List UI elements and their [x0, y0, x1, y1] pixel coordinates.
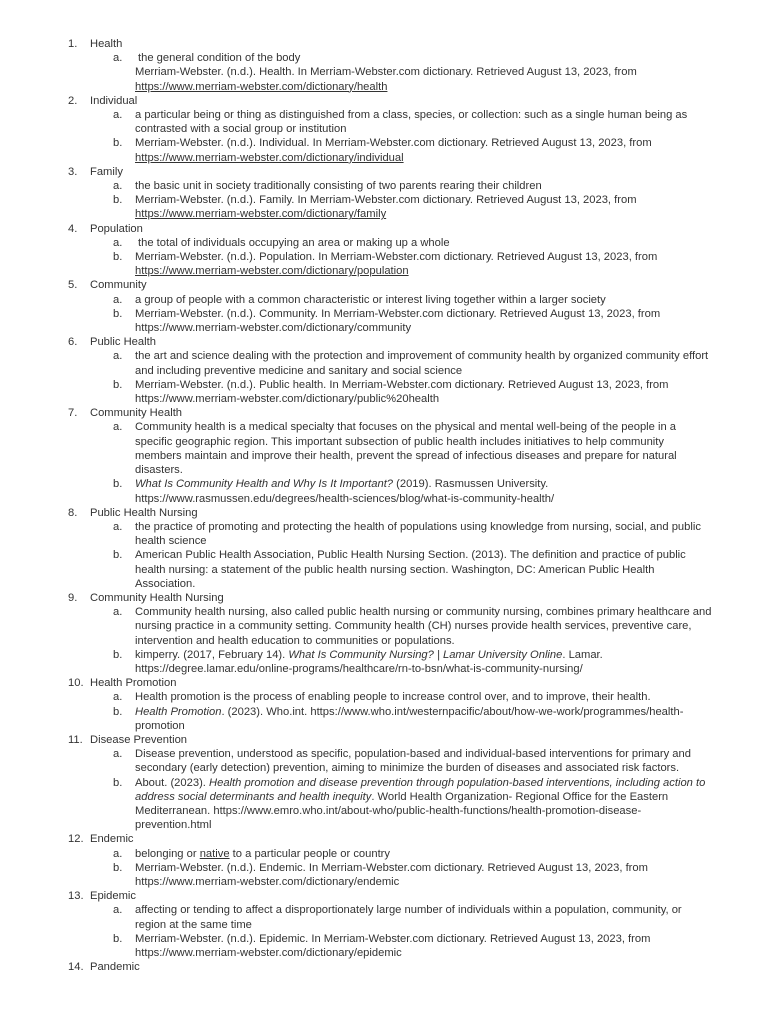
sub-item-text — [135, 605, 712, 648]
citation — [0, 648, 768, 676]
list-item — [0, 278, 768, 292]
text-run: Merriam-Webster. (n.d.). Family. In Merriam-Webster.com dictionary. Retrieved August 13, 2023, from — [135, 194, 637, 207]
sub-item-text — [135, 250, 712, 278]
list-item — [0, 733, 768, 747]
citation — [0, 705, 768, 733]
text-run: About. (2023). — [135, 776, 210, 789]
definition — [0, 236, 768, 250]
definition — [0, 51, 768, 65]
sub-item-text — [135, 477, 712, 505]
sub-item-text — [135, 776, 712, 833]
text-run: Health promotion is the process of enabling people to increase control over, and to improve, their health. — [135, 691, 651, 704]
definition — [0, 108, 768, 136]
link[interactable]: https://www.merriam-webster.com/dictionary/family — [135, 208, 387, 221]
sub-item-text — [135, 705, 712, 733]
definition — [0, 747, 768, 775]
list-item — [0, 676, 768, 690]
term-title: Individual — [90, 94, 138, 107]
list-item — [0, 960, 768, 974]
sub-item-letter: b. — [113, 861, 123, 874]
link[interactable]: https://www.merriam-webster.com/dictionary/population — [135, 265, 409, 278]
definition — [0, 420, 768, 477]
sub-item-text — [135, 179, 712, 193]
text-run: a group of people with a common characteristic or interest living together within a larger society — [135, 293, 606, 306]
italic-title: What Is Community Health and Why Is It Important? — [135, 478, 394, 491]
text-run: Merriam-Webster. (n.d.). Epidemic. In Merriam-Webster.com dictionary. Retrieved August 13, 2023, from https://www.merriam-webster.com/dictionary/epidemic — [135, 932, 651, 959]
sub-item-text — [135, 861, 712, 889]
sub-item-letter: b. — [113, 549, 123, 562]
sub-item-text — [135, 847, 712, 861]
link[interactable]: https://www.merriam-webster.com/dictionary/individual — [135, 151, 404, 164]
citation — [0, 932, 768, 960]
list-item — [0, 94, 768, 108]
list-item — [0, 591, 768, 605]
sub-item-letter: b. — [113, 478, 123, 491]
item-number: 11. — [68, 733, 83, 746]
term-title: Community Health — [90, 407, 183, 420]
definition — [0, 349, 768, 377]
sub-item-letter: a. — [113, 180, 123, 193]
sub-item-letter: b. — [113, 137, 123, 150]
list-item — [0, 889, 768, 903]
text-run: the practice of promoting and protecting the health of populations using knowledge from nursing, social, and public health science — [135, 520, 701, 548]
citation — [0, 250, 768, 278]
item-number: 12. — [68, 833, 84, 846]
sub-item-text — [135, 378, 712, 406]
sub-item-text — [135, 307, 712, 335]
text-run: Merriam-Webster. (n.d.). Public health. In Merriam-Webster.com dictionary. Retrieved August 13, 2023, from https://www.merriam-webster.com/dictionary/public%20health — [135, 378, 669, 406]
sub-item-text — [135, 690, 712, 704]
text-run: Merriam-Webster. (n.d.). Individual. In Merriam-Webster.com dictionary. Retrieved August 13, 2023, from — [135, 137, 652, 150]
citation — [0, 548, 768, 591]
sub-item-letter: b. — [113, 194, 123, 207]
sub-item-text — [135, 51, 712, 65]
text-run: the total of individuals occupying an area or making up a whole — [138, 236, 450, 249]
link[interactable]: native — [199, 847, 230, 860]
sub-item-text — [135, 193, 712, 221]
italic-title: What Is Community Nursing? | Lamar University Online — [288, 648, 563, 661]
text-run: . Lamar. https://degree.lamar.edu/online-programs/healthcare/rn-to-bsn/what-is-community-nursing/ — [135, 648, 603, 675]
definition — [0, 690, 768, 704]
list-item — [0, 37, 768, 51]
item-number: 1. — [68, 38, 78, 50]
sub-item-letter: a. — [113, 236, 123, 249]
item-number: 4. — [68, 222, 78, 235]
italic-title: Health Promotion — [135, 705, 222, 718]
text-run: (2019). Rasmussen University. https://www.rasmussen.edu/degrees/health-sciences/blog/what-is-community-health/ — [135, 478, 555, 505]
term-title: Family — [90, 165, 123, 178]
sub-item-letter: a. — [113, 350, 123, 363]
item-number: 7. — [68, 407, 78, 420]
sub-item-text — [135, 520, 712, 548]
sub-item-letter: b. — [113, 307, 123, 320]
sub-item-letter: b. — [113, 648, 123, 661]
sub-item-text — [135, 903, 712, 931]
text-run: the general condition of the body — [138, 52, 301, 65]
item-number: 3. — [68, 165, 78, 178]
citation — [0, 193, 768, 221]
text-run: Disease prevention, understood as specific, population-based and individual-based interventions for primary and secondary (early detection) prevention, aiming to minimize the burden of diseases and associated risk factors. — [135, 748, 691, 775]
term-title: Public Health — [90, 336, 156, 349]
sub-item-letter: a. — [113, 109, 123, 122]
citation — [0, 307, 768, 335]
link[interactable]: https://www.merriam-webster.com/dictionary/health — [135, 80, 388, 93]
list-item — [0, 832, 768, 846]
sub-item-letter: b. — [113, 705, 123, 718]
sub-item-letter: a. — [113, 52, 123, 65]
definition — [0, 903, 768, 931]
sub-item-text — [135, 420, 712, 477]
item-number: 14. — [68, 961, 84, 974]
text-run: . World Health Organization- Regional Office for the Eastern Mediterranean. https://www.emro.who.int/about-who/public-health-functions/health-promotion-disease-prevention.html — [135, 790, 669, 832]
sub-item-text — [135, 136, 712, 164]
text-run: the art and science dealing with the protection and improvement of community health by organized community effort and including preventive medicine and sanitary and social science — [135, 350, 709, 377]
sub-item-text — [135, 648, 712, 676]
definition — [0, 179, 768, 193]
term-title: Community Health Nursing — [90, 591, 224, 604]
term-title: Disease Prevention — [90, 733, 188, 746]
text-run: American Public Health Association, Public Health Nursing Section. (2013). The definition and practice of public health nursing: a statement of the public health nursing section. Washington, DC: American Public Health Association. — [135, 549, 686, 590]
list-item — [0, 335, 768, 349]
text-run: Community health is a medical specialty that focuses on the physical and mental well-being of the people in a specific geographic region. This important subsection of public health includes initiatives to help community members maintain and improve their health, prevent the spread of infectious diseases and prepare for natural disasters. — [135, 421, 677, 477]
sub-item-letter: a. — [113, 293, 123, 306]
sub-item-letter: b. — [113, 378, 123, 391]
sub-item-text — [135, 932, 712, 960]
sub-item-letter: a. — [113, 748, 123, 761]
sub-item-text — [135, 548, 712, 591]
text-run: Merriam-Webster. (n.d.). Endemic. In Merriam-Webster.com dictionary. Retrieved August 13, 2023, from https://www.merriam-webster.com/dictionary/endemic — [135, 861, 648, 888]
definition — [0, 520, 768, 548]
term-title: Community — [90, 279, 147, 292]
text-run: a particular being or thing as distinguished from a class, species, or collection: such as a single human being as contrasted with a social group or institution — [135, 109, 688, 136]
text-run: Merriam-Webster. (n.d.). Health. In Merriam-Webster.com dictionary. Retrieved August 13, 2023, from — [135, 66, 637, 79]
citation — [0, 776, 768, 833]
text-run: affecting or tending to affect a disproportionately large number of individuals within a population, community, or region at the same time — [135, 904, 682, 931]
list-item — [0, 506, 768, 520]
sub-item-text — [135, 65, 712, 93]
sub-item-text — [135, 236, 712, 250]
text-run: Community health nursing, also called public health nursing or community nursing, combines primary healthcare and nursing practice in a community setting. Community health (CH) nurses provide health services, preventive care, intervention and health education to communities or populations. — [135, 606, 712, 647]
sub-item-letter: a. — [113, 904, 123, 917]
term-title: Health — [90, 38, 123, 50]
sub-item-letter: a. — [113, 421, 123, 434]
sub-item-text — [135, 349, 712, 377]
italic-title: Health promotion and disease prevention through population-based interventions, including action to address social determinants and health inequity — [135, 776, 706, 803]
text-run: Merriam-Webster. (n.d.). Community. In Merriam-Webster.com dictionary. Retrieved August 13, 2023, from https://www.merriam-webster.com/dictionary/community — [135, 307, 661, 335]
definition — [0, 847, 768, 861]
citation — [0, 136, 768, 164]
term-title: Population — [90, 222, 143, 235]
sub-item-letter: a. — [113, 847, 123, 860]
item-number: 10. — [68, 677, 84, 690]
sub-item-letter: b. — [113, 251, 123, 264]
item-number: 5. — [68, 279, 78, 292]
citation — [0, 861, 768, 889]
term-title: Epidemic — [90, 890, 137, 903]
sub-item-letter: a. — [113, 520, 123, 533]
item-number: 9. — [68, 591, 78, 604]
citation — [0, 378, 768, 406]
item-number: 6. — [68, 336, 78, 349]
sub-item-letter: b. — [113, 776, 123, 789]
term-title: Endemic — [90, 833, 134, 846]
sub-item-text — [135, 293, 712, 307]
text-run: . (2023). Who.int. https://www.who.int/westernpacific/about/how-we-work/programmes/health-promotion — [135, 705, 684, 732]
text-run: kimperry. (2017, February 14). — [135, 648, 289, 661]
term-title: Public Health Nursing — [90, 506, 198, 519]
list-item — [0, 406, 768, 420]
list-item — [0, 165, 768, 179]
sub-item-letter: a. — [113, 691, 123, 704]
item-number: 13. — [68, 890, 84, 903]
definition — [0, 605, 768, 648]
term-title: Health Promotion — [90, 677, 177, 690]
text-run: belonging or — [135, 847, 200, 860]
sub-item-letter: b. — [113, 932, 123, 945]
sub-item-text — [135, 747, 712, 775]
text-run: the basic unit in society traditionally consisting of two parents rearing their children — [135, 180, 542, 193]
text-run: to a particular people or country — [229, 847, 391, 860]
text-run: Merriam-Webster. (n.d.). Population. In Merriam-Webster.com dictionary. Retrieved August 13, 2023, from — [135, 251, 658, 264]
definition — [0, 293, 768, 307]
citation — [0, 477, 768, 505]
citation — [0, 65, 768, 93]
definitions-list — [0, 37, 768, 974]
sub-item-letter: a. — [113, 606, 123, 619]
sub-item-text — [135, 108, 712, 136]
list-item — [0, 222, 768, 236]
term-title: Pandemic — [90, 961, 140, 974]
item-number: 8. — [68, 506, 78, 519]
item-number: 2. — [68, 94, 78, 107]
